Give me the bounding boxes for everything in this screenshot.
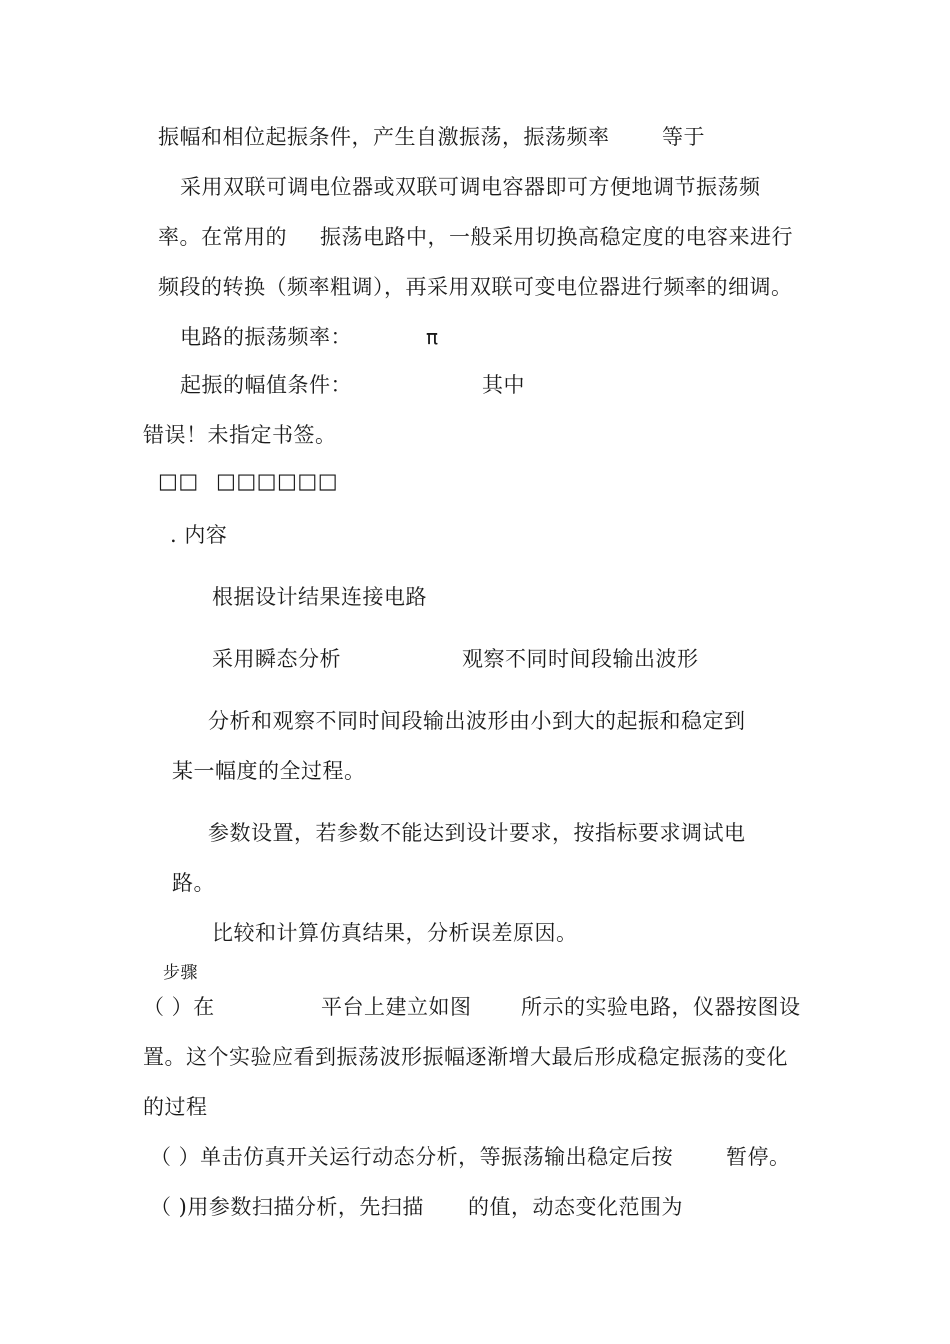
section-steps-heading: 步骤 [163,963,198,983]
section-content-heading: . 内容 [170,523,228,547]
text-line-15: 路。 [172,871,215,895]
text-line-16: 比较和计算仿真结果，分析误差原因。 [212,921,578,945]
text-line-10: 根据设计结果连接电路 [212,585,427,609]
step-1-line-2: 置。这个实验应看到振荡波形振幅逐渐增大最后形成稳定振荡的变化 [143,1045,788,1069]
text-line-2: 采用双联可调电位器或双联可调电容器即可方便地调节振荡频 [180,175,761,199]
text-line-14: 参数设置，若参数不能达到设计要求，按指标要求调试电 [208,821,746,845]
error-bookmark-text: 错误！未指定书签。 [143,423,337,447]
text-line-12: 分析和观察不同时间段输出波形由小到大的起振和稳定到 [208,709,746,733]
step-1-line-3: 的过程 [143,1095,208,1119]
text-line-13: 某一幅度的全过程。 [172,759,366,783]
text-line-4: 频段的转换（频率粗调），再采用双联可变电位器进行频率的细调。 [158,275,793,299]
